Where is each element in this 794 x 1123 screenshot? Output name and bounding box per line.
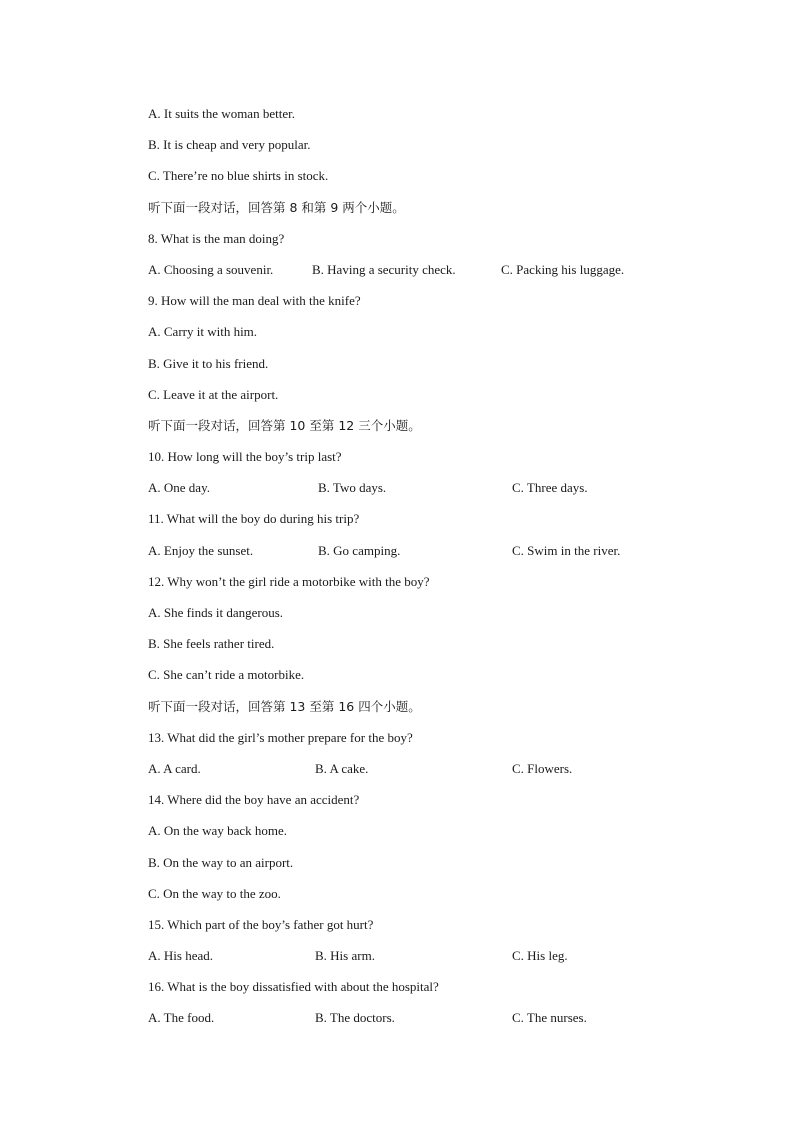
q8-option-a: A. Choosing a souvenir. [148, 261, 274, 277]
q12-option-b: B. She feels rather tired. [148, 636, 275, 652]
exam-page [148, 98, 668, 1034]
q13-options [148, 753, 668, 784]
q7-option-a: A. It suits the woman better. [148, 106, 295, 121]
q9-option-a: A. Carry it with him. [148, 324, 258, 340]
q16-option-c: C. The nurses. [512, 1010, 587, 1026]
question-12: 12. Why won’t the girl ride a motorbike with the boy? [148, 573, 430, 589]
q7-option-c: C. There’re no blue shirts in stock. [148, 168, 329, 184]
q11-option-b: B. Go camping. [318, 542, 401, 558]
q13-option-b: B. A cake. [315, 760, 369, 776]
q12-option-a: A. She finds it dangerous. [148, 605, 284, 620]
q15-option-a: A. His head. [148, 948, 213, 964]
q13-option-a: A. A card. [148, 760, 201, 776]
q10-option-a: A. One day. [148, 480, 210, 496]
question-10: 10. How long will the boy’s trip last? [148, 449, 342, 465]
q11-option-a: A. Enjoy the sunset. [148, 542, 254, 558]
q7-option-b: B. It is cheap and very popular. [148, 137, 311, 153]
question-9: 9. How will the man deal with the knife? [148, 293, 361, 309]
q16-option-b: B. The doctors. [315, 1010, 395, 1026]
q10-option-b: B. Two days. [318, 480, 387, 496]
q14-option-a: A. On the way back home. [148, 823, 287, 839]
q9-option-b: B. Give it to his friend. [148, 355, 269, 371]
q11-options [148, 535, 668, 566]
q8-options [148, 254, 668, 285]
question-13: 13. What did the girl’s mother prepare for the boy? [148, 729, 413, 745]
q13-option-c: C. Flowers. [512, 760, 573, 776]
section-heading-q8-q9: 听下面一段对话，回答第 8 和第 9 两个小题。 [148, 199, 405, 215]
q14-option-b: B. On the way to an airport. [148, 854, 294, 870]
q15-option-b: B. His arm. [315, 948, 375, 964]
section-heading-q13-q16: 听下面一段对话，回答第 13 至第 16 四个小题。 [148, 698, 421, 714]
q15-option-c: C. His leg. [512, 948, 568, 964]
q8-option-c: C. Packing his luggage. [501, 261, 625, 277]
q16-option-a: A. The food. [148, 1010, 215, 1026]
q14-option-c: C. On the way to the zoo. [148, 885, 281, 901]
q9-option-c: C. Leave it at the airport. [148, 386, 279, 402]
question-11: 11. What will the boy do during his trip? [148, 511, 360, 527]
q12-option-c: C. She can’t ride a motorbike. [148, 667, 305, 683]
question-8: 8. What is the man doing? [148, 230, 285, 246]
q8-option-b: B. Having a security check. [312, 261, 456, 277]
q15-options [148, 940, 668, 971]
q10-options [148, 472, 668, 503]
question-16: 16. What is the boy dissatisfied with about the hospital? [148, 979, 439, 995]
q11-option-c: C. Swim in the river. [512, 542, 621, 558]
question-14: 14. Where did the boy have an accident? [148, 792, 360, 808]
question-15: 15. Which part of the boy’s father got hurt? [148, 916, 374, 932]
q16-options [148, 1002, 668, 1033]
section-heading-q10-q12: 听下面一段对话，回答第 10 至第 12 三个小题。 [148, 417, 421, 433]
q10-option-c: C. Three days. [512, 480, 588, 496]
